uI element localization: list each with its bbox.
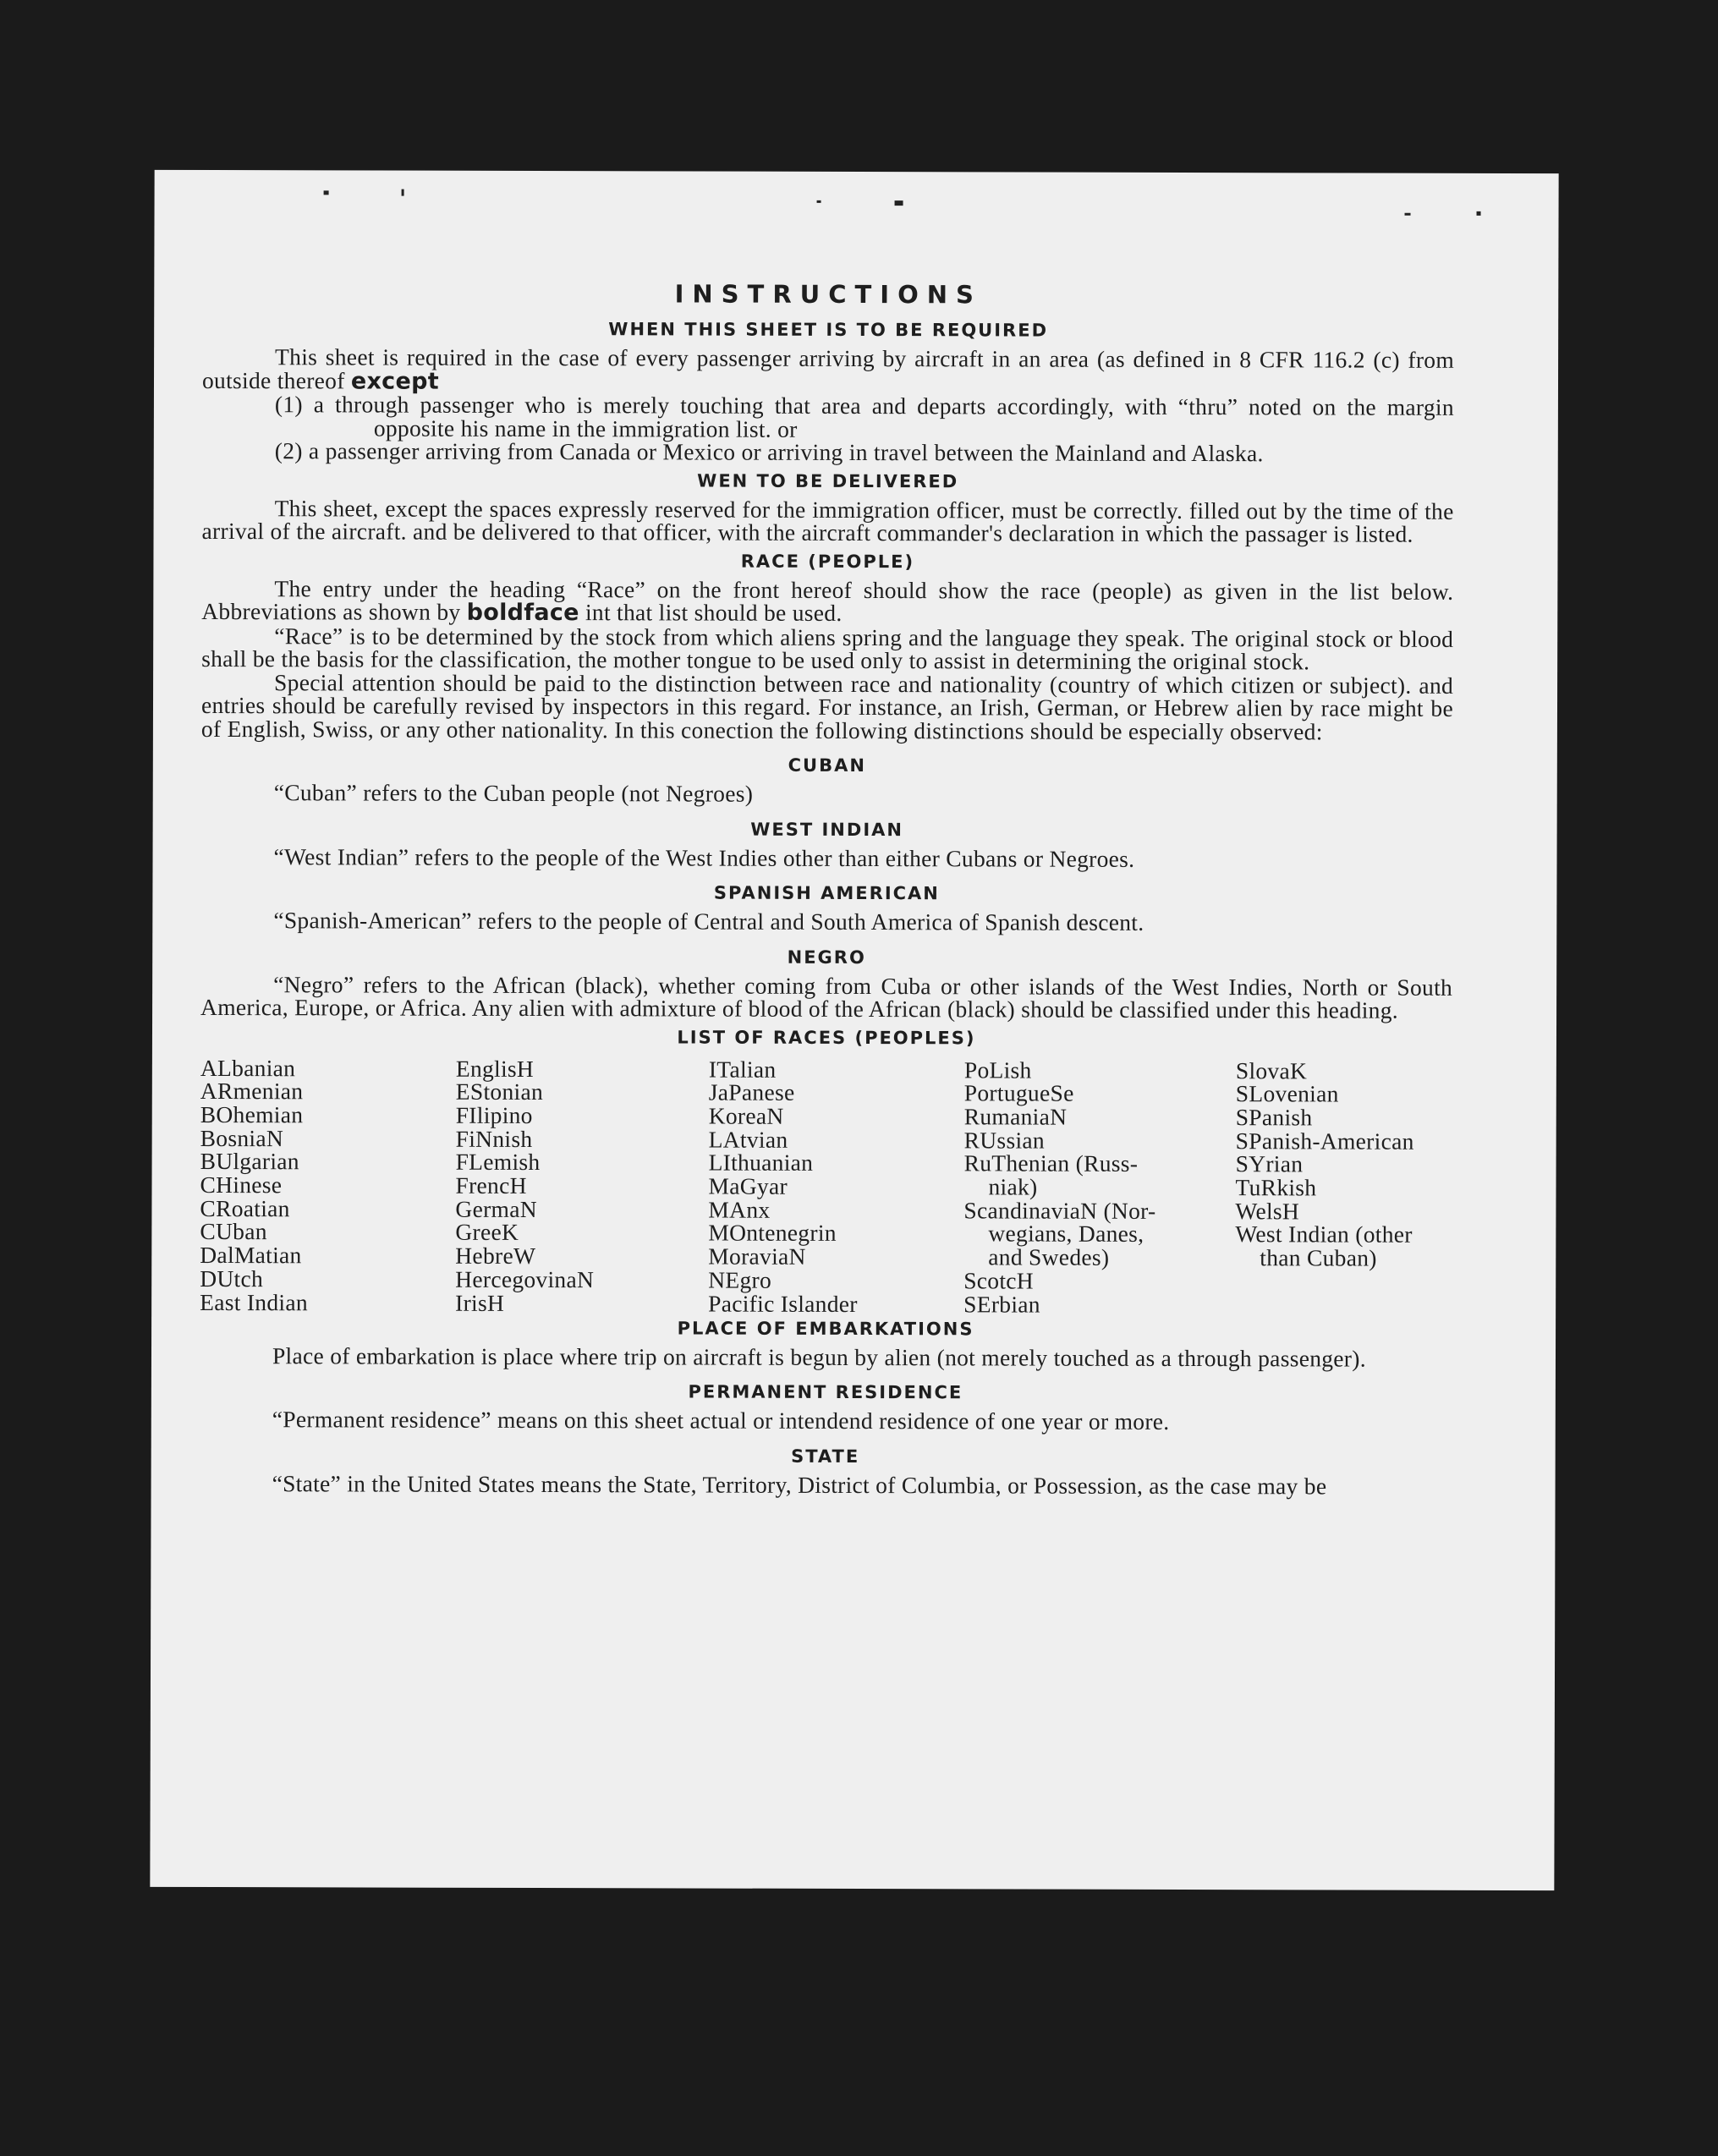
race-list-item: KoreaN [708, 1102, 784, 1129]
race-list-item: wegians, Danes, [988, 1220, 1144, 1248]
race-list-item: ALbanian [200, 1054, 296, 1081]
race-list-item: West Indian (other [1235, 1221, 1413, 1248]
heading-west-indian: WEST INDIAN [750, 819, 904, 840]
speck-mark [817, 200, 821, 203]
race-list-item: ScandinaviaN (Nor- [963, 1197, 1156, 1224]
race-list-item: SYrian [1235, 1150, 1304, 1177]
speck-mark [324, 190, 329, 195]
race-list-item: than Cuban) [1260, 1244, 1377, 1271]
race-list-item: FLemish [455, 1149, 541, 1176]
speck-mark [895, 200, 903, 206]
required-item-2: (2) a passenger arriving from Canada or Mexico or arriving in travel between the Mainland and Alaska. [274, 437, 1264, 467]
race-list-item: Pacific Islander [708, 1290, 858, 1317]
heading-residence: PERMANENT RESIDENCE [688, 1381, 963, 1403]
heading-negro: NEGRO [787, 946, 866, 968]
speck-mark [1477, 211, 1481, 216]
residence-text: “Permanent residence” means on this sheet actual or intendend residence of one year or more. [272, 1406, 1170, 1435]
race-paragraph-3: Special attention should be paid to the distinction between race and nationality (country of which citizen or subject). and entries should be carefully revised by inspectors in this regard. For instance, an Irish, German, or Hebrew alien by race might be of English, Swiss, or any other nationality. In this conection the following distinctions should be especially observed: [200, 668, 1454, 744]
races-column-4 [963, 1058, 1156, 1316]
race-list-item: RumaniaN [963, 1103, 1068, 1130]
race-list-item: WelsH [1235, 1197, 1300, 1225]
cuban-text: “Cuban” refers to the Cuban people (not Negroes) [273, 779, 754, 807]
race-list-item: EnglisH [455, 1055, 535, 1082]
west-indian-text: “West Indian” refers to the people of the West Indies other than either Cubans or Negroes. [273, 842, 1135, 872]
race-list-item: BOhemian [200, 1100, 304, 1128]
race-list-item: NEgro [708, 1266, 772, 1293]
race-list-item: SErbian [963, 1290, 1040, 1318]
race-list-item: BUlgarian [200, 1148, 299, 1175]
race-list-item: MAnx [708, 1196, 771, 1223]
race-list-item: SPanish [1235, 1104, 1313, 1131]
race-list-item: IrisH [455, 1289, 505, 1316]
race-paragraph-1: The entry under the heading “Race” on the front hereof should show the race (people) as given in the list below. Abbreviations as shown by boldface int that list should be used. [201, 574, 1454, 627]
race-list-item: CHinese [200, 1171, 283, 1199]
race-list-item: MoraviaN [708, 1243, 806, 1270]
race-list-item: GreeK [455, 1219, 519, 1246]
required-intro: This sheet is required in the case of every passenger arriving by aircraft in an area (as defined in 8 CFR 116.2 (c) from outside thereof except [201, 343, 1455, 395]
race-list-item: BosniaN [200, 1124, 284, 1151]
race-list-item: PortugueSe [963, 1079, 1074, 1106]
race-list-item: RUssian [963, 1126, 1046, 1154]
race-list-item: CRoatian [200, 1194, 290, 1221]
race-list-item: ARmenian [200, 1078, 304, 1105]
race-list-item: HercegovinaN [455, 1265, 595, 1293]
race-list-item: FiNnish [455, 1125, 533, 1152]
heading-state: STATE [791, 1446, 860, 1467]
race-list-item: LIthuanian [708, 1149, 814, 1177]
race-list-item: HebreW [455, 1242, 536, 1270]
spanish-american-text: “Spanish-American” refers to the people of Central and South America of Spanish descent. [273, 907, 1144, 935]
heading-list-of-races: LIST OF RACES (PEOPLES) [677, 1026, 976, 1048]
state-text: “State” in the United States means the State, Territory, District of Columbia, or Possession, as the case may be [272, 1469, 1327, 1499]
negro-text: “Negro” refers to the African (black), whether coming from Cuba or other islands of the West Indies, North or South America, Europe, or Africa. Any alien with admixture of blood of the African (black) should be classified under this heading. [200, 970, 1453, 1023]
race-list-item: DalMatian [200, 1242, 302, 1269]
race-list-item: FIlipino [455, 1101, 533, 1128]
document-body [200, 276, 1455, 1498]
race-list-item: PoLish [963, 1056, 1032, 1083]
race-list-item: EStonian [455, 1078, 544, 1105]
race-list-item: CUban [200, 1218, 267, 1245]
race-list-item: MOntenegrin [708, 1219, 837, 1247]
race-list-item: MaGyar [708, 1172, 788, 1199]
race-list-item: LAtvian [708, 1126, 788, 1153]
speck-mark [1405, 213, 1411, 216]
race-list-item: SlovaK [1235, 1056, 1308, 1083]
heading-cuban: CUBAN [788, 754, 867, 776]
race-list-item: TuRkish [1235, 1174, 1317, 1201]
heading-required: WHEN THIS SHEET IS TO BE REQUIRED [608, 319, 1049, 341]
race-list-item: SPanish-American [1235, 1127, 1414, 1155]
race-list-item: East Indian [200, 1288, 308, 1315]
race-paragraph-2: “Race” is to be determined by the stock from which aliens spring and the language they speak. The original stock or blood shall be the basis for the classification, the mother tongue to be used only to assist in determining the original stock. [201, 622, 1454, 675]
race-list-item: and Swedes) [988, 1243, 1110, 1270]
race-list-item: FrencH [455, 1171, 527, 1199]
race-list-item: JaPanese [708, 1078, 795, 1106]
race-list-item: RuThenian (Russ- [963, 1149, 1139, 1177]
boldface-word: boldface [466, 599, 579, 627]
delivered-text: This sheet, except the spaces expressly reserved for the immigration officer, must be correctly. filled out by the time of the arrival of the aircraft. and be delivered to that officer, with the aircraft commander's declaration in which the passager is listed. [201, 494, 1454, 547]
document-sheet [150, 170, 1558, 1890]
race-list-item: niak) [988, 1173, 1038, 1200]
races-column-5 [1235, 1056, 1414, 1271]
heading-delivered: WEN TO BE DELIVERED [697, 470, 959, 491]
race-list-item: SLovenian [1235, 1080, 1339, 1107]
speck-mark [402, 189, 404, 196]
race-list-item: ITalian [708, 1056, 777, 1083]
race-list-item: GermaN [455, 1195, 537, 1222]
heading-embarkation: PLACE OF EMBARKATIONS [677, 1317, 974, 1339]
races-column-1 [200, 1056, 309, 1314]
page-title: INSTRUCTIONS [674, 279, 982, 310]
except-bold: except [350, 367, 440, 395]
heading-race: RACE (PEOPLE) [740, 551, 915, 572]
race-list-item: DUtch [200, 1265, 264, 1292]
required-item-1: (1) a through passenger who is merely touching that area and departs accordingly, with “thru” noted on the margin opposite his name in the immigration list. or [274, 391, 1454, 442]
embarkation-text: Place of embarkation is place where trip on aircraft is begun by alien (not merely touched as a through passenger). [272, 1341, 1366, 1372]
race-list-item: ScotcH [963, 1267, 1035, 1294]
races-column-3 [708, 1057, 858, 1315]
heading-spanish-american: SPANISH AMERICAN [713, 882, 940, 904]
races-column-2 [455, 1056, 595, 1314]
races-list [200, 1054, 1452, 1318]
